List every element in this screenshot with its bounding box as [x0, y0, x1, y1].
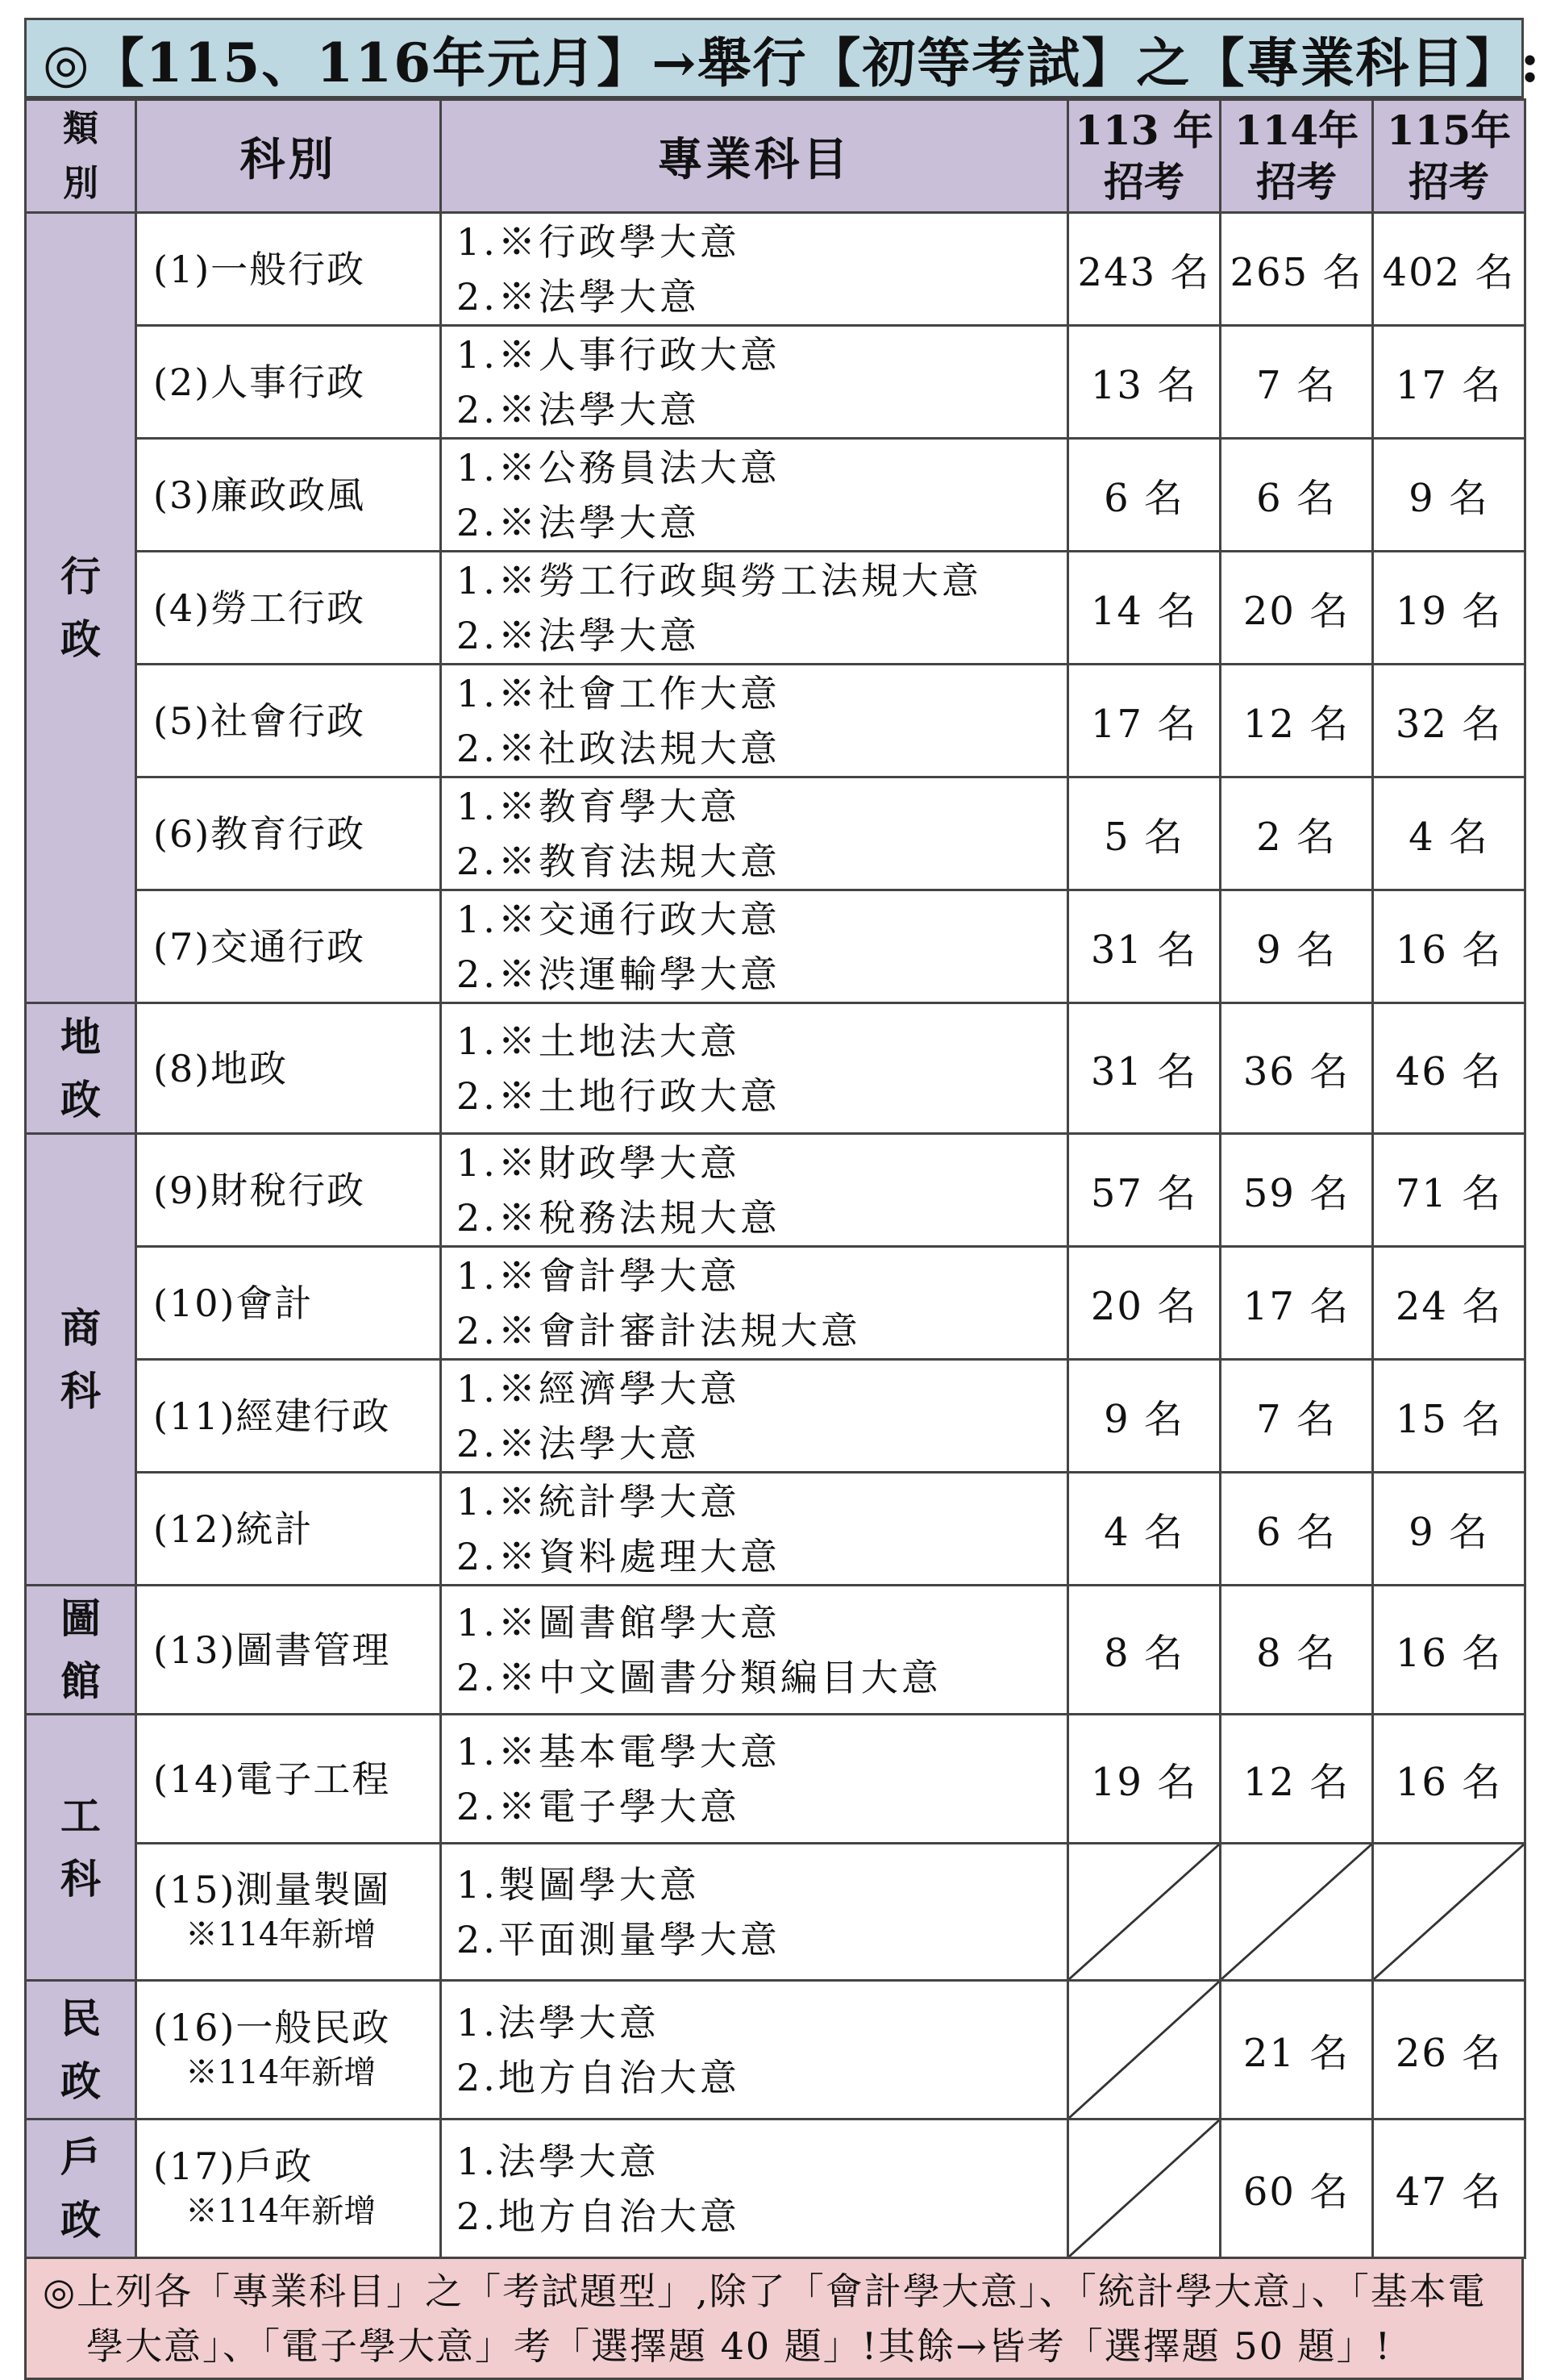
- quota-114: 17 名: [1221, 1247, 1373, 1360]
- header-subjects: 專業科目: [441, 100, 1068, 213]
- quota-113: 5 名: [1068, 777, 1221, 890]
- subjects-cell: 1.※人事行政大意 2.※法學大意: [441, 326, 1068, 439]
- quota-113: 19 名: [1068, 1715, 1221, 1844]
- quota-113: 9 名: [1068, 1360, 1221, 1473]
- table-row: [26, 665, 1525, 777]
- header-department: 科別: [136, 100, 441, 213]
- quota-113-not-offered: [1068, 1844, 1221, 1981]
- quota-114: 20 名: [1221, 552, 1373, 665]
- dept-cell: (6)教育行政: [136, 777, 441, 890]
- subjects-cell: 1.※公務員法大意 2.※法學大意: [441, 439, 1068, 552]
- quota-113: 31 名: [1068, 890, 1221, 1003]
- quota-113-not-offered: [1068, 2119, 1221, 2258]
- quota-114: 265 名: [1221, 213, 1373, 326]
- quota-115: 15 名: [1373, 1360, 1525, 1473]
- category-civil: 民 政: [26, 1981, 136, 2119]
- quota-115: 9 名: [1373, 439, 1525, 552]
- table-row: [26, 1715, 1525, 1844]
- table-row: [26, 213, 1525, 326]
- quota-115: 46 名: [1373, 1003, 1525, 1134]
- subjects-cell: 1.製圖學大意 2.平面測量學大意: [441, 1844, 1068, 1981]
- table-row: [26, 326, 1525, 439]
- footer-note: [24, 2259, 1524, 2380]
- quota-115: 32 名: [1373, 665, 1525, 777]
- dept-cell: (2)人事行政: [136, 326, 441, 439]
- dept-cell: (17)戶政 ※114年新增: [136, 2119, 441, 2258]
- category-library: 圖 館: [26, 1586, 136, 1715]
- subjects-cell: 1.※勞工行政與勞工法規大意 2.※法學大意: [441, 552, 1068, 665]
- subjects-cell: 1.※交通行政大意 2.※渋運輸學大意: [441, 890, 1068, 1003]
- category-commerce: 商 科: [26, 1134, 136, 1586]
- quota-113: 4 名: [1068, 1473, 1221, 1586]
- quota-115: 47 名: [1373, 2119, 1525, 2258]
- quota-114: 8 名: [1221, 1586, 1373, 1715]
- quota-115: 402 名: [1373, 213, 1525, 326]
- quota-113: 6 名: [1068, 439, 1221, 552]
- dept-cell: (14)電子工程: [136, 1715, 441, 1844]
- dept-cell: (8)地政: [136, 1003, 441, 1134]
- table-row: [26, 1473, 1525, 1586]
- table-row: [26, 439, 1525, 552]
- quota-113: 17 名: [1068, 665, 1221, 777]
- subjects-cell: 1.※財政學大意 2.※稅務法規大意: [441, 1134, 1068, 1247]
- quota-114: 59 名: [1221, 1134, 1373, 1247]
- dept-cell: (11)經建行政: [136, 1360, 441, 1473]
- table-row: [26, 1586, 1525, 1715]
- table-header-row: [26, 100, 1525, 213]
- header-category: 類 別: [26, 100, 136, 213]
- quota-115: 19 名: [1373, 552, 1525, 665]
- quota-113: 20 名: [1068, 1247, 1221, 1360]
- quota-114: 21 名: [1221, 1981, 1373, 2119]
- slash-mark: [1069, 2120, 1219, 2257]
- quota-113: 8 名: [1068, 1586, 1221, 1715]
- category-engineering: 工 科: [26, 1715, 136, 1981]
- table-row: [26, 777, 1525, 890]
- subjects-table: [24, 98, 1526, 2259]
- header-year-115: 115年 招考: [1373, 100, 1525, 213]
- quota-114: 60 名: [1221, 2119, 1373, 2258]
- footer-line-2: 學大意」、「電子學大意」考「選擇題 40 題」!其餘→皆考「選擇題 50 題」!: [86, 2324, 1392, 2368]
- table-row: [26, 1003, 1525, 1134]
- category-land: 地 政: [26, 1003, 136, 1134]
- table-row: [26, 890, 1525, 1003]
- quota-114: 2 名: [1221, 777, 1373, 890]
- subjects-cell: 1.※會計學大意 2.※會計審計法規大意: [441, 1247, 1068, 1360]
- quota-114: 12 名: [1221, 1715, 1373, 1844]
- slash-mark: [1069, 1844, 1219, 1979]
- quota-115: 9 名: [1373, 1473, 1525, 1586]
- dept-cell: (7)交通行政: [136, 890, 441, 1003]
- dept-cell: (3)廉政政風: [136, 439, 441, 552]
- subjects-cell: 1.※圖書館學大意 2.※中文圖書分類編目大意: [441, 1586, 1068, 1715]
- quota-113-not-offered: [1068, 1981, 1221, 2119]
- slash-mark: [1221, 1844, 1371, 1979]
- quota-114: 9 名: [1221, 890, 1373, 1003]
- dept-cell: (4)勞工行政: [136, 552, 441, 665]
- dept-cell: (10)會計: [136, 1247, 441, 1360]
- quota-115: 26 名: [1373, 1981, 1525, 2119]
- dept-cell: (1)一般行政: [136, 213, 441, 326]
- subjects-cell: 1.※社會工作大意 2.※社政法規大意: [441, 665, 1068, 777]
- header-year-114: 114年 招考: [1221, 100, 1373, 213]
- dept-cell: (9)財稅行政: [136, 1134, 441, 1247]
- header-year-113: 113 年 招考: [1068, 100, 1221, 213]
- subjects-cell: 1.※經濟學大意 2.※法學大意: [441, 1360, 1068, 1473]
- quota-115-not-offered: [1373, 1844, 1525, 1981]
- dept-cell: (13)圖書管理: [136, 1586, 441, 1715]
- subjects-cell: 1.※土地法大意 2.※土地行政大意: [441, 1003, 1068, 1134]
- subjects-cell: 1.法學大意 2.地方自治大意: [441, 1981, 1068, 2119]
- quota-115: 4 名: [1373, 777, 1525, 890]
- quota-115: 16 名: [1373, 1586, 1525, 1715]
- quota-114: 12 名: [1221, 665, 1373, 777]
- quota-115: 16 名: [1373, 890, 1525, 1003]
- quota-114: 6 名: [1221, 439, 1373, 552]
- subjects-cell: 1.※基本電學大意 2.※電子學大意: [441, 1715, 1068, 1844]
- quota-113: 57 名: [1068, 1134, 1221, 1247]
- quota-115: 24 名: [1373, 1247, 1525, 1360]
- quota-114: 36 名: [1221, 1003, 1373, 1134]
- dept-cell: (12)統計: [136, 1473, 441, 1586]
- subjects-cell: 1.※教育學大意 2.※教育法規大意: [441, 777, 1068, 890]
- quota-113: 243 名: [1068, 213, 1221, 326]
- quota-113: 13 名: [1068, 326, 1221, 439]
- quota-114: 7 名: [1221, 326, 1373, 439]
- slash-mark: [1069, 1982, 1219, 2118]
- quota-113: 31 名: [1068, 1003, 1221, 1134]
- quota-114: 7 名: [1221, 1360, 1373, 1473]
- dept-cell: (5)社會行政: [136, 665, 441, 777]
- page-title: ◎【115、116年元月】→舉行【初等考試】之【專業科目】:: [24, 18, 1524, 98]
- exam-subjects-sheet: [24, 18, 1542, 2380]
- table-row: [26, 1134, 1525, 1247]
- category-household: 戶 政: [26, 2119, 136, 2258]
- footer-line-1: ◎上列各「專業科目」之「考試題型」,除了「會計學大意」、「統計學大意」、「基本電: [43, 2270, 1487, 2313]
- quota-115: 16 名: [1373, 1715, 1525, 1844]
- subjects-cell: 1.※統計學大意 2.※資料處理大意: [441, 1473, 1068, 1586]
- quota-114: 6 名: [1221, 1473, 1373, 1586]
- quota-114-not-offered: [1221, 1844, 1373, 1981]
- table-row: [26, 1981, 1525, 2119]
- dept-cell: (16)一般民政 ※114年新增: [136, 1981, 441, 2119]
- category-admin: 行 政: [26, 213, 136, 1003]
- table-row: [26, 1247, 1525, 1360]
- subjects-cell: 1.※行政學大意 2.※法學大意: [441, 213, 1068, 326]
- table-row: [26, 1360, 1525, 1473]
- dept-cell: (15)測量製圖 ※114年新增: [136, 1844, 441, 1981]
- table-row: [26, 1844, 1525, 1981]
- quota-115: 17 名: [1373, 326, 1525, 439]
- quota-113: 14 名: [1068, 552, 1221, 665]
- subjects-cell: 1.法學大意 2.地方自治大意: [441, 2119, 1068, 2258]
- slash-mark: [1374, 1844, 1524, 1979]
- table-row: [26, 552, 1525, 665]
- table-row: [26, 2119, 1525, 2258]
- quota-115: 71 名: [1373, 1134, 1525, 1247]
